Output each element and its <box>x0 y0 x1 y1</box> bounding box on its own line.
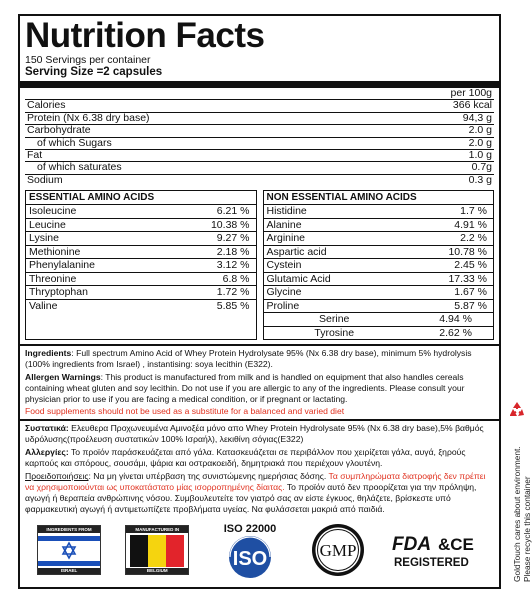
nutrient-row <box>25 137 494 149</box>
nutrient-row <box>25 112 494 124</box>
fda-text: FDA <box>392 534 432 556</box>
greek-ingredients-body: Ελευθερα Προχωνευμένα Αμινοξέα μόνο απο Whey Protein Hydrolysate 95% (Nx 6.38 dry base),5% βαθμός υδρόλυσης(πρoέλευση συστατικών 100% Ισραήλ), λεκιθίνη σόγιας(E322) <box>25 423 484 445</box>
certification-logos <box>25 521 494 579</box>
supplement-warning: Food supplements should not be used as a substitute for a balanced and varied diet <box>25 406 345 417</box>
servings-per-container: 150 Servings per container <box>25 54 151 66</box>
non-essential-amino-header: NON ESSENTIAL AMINO ACIDS <box>264 191 494 205</box>
amino-name: Aspartic acid <box>266 245 327 258</box>
amino-percent: 10.78 % <box>448 245 487 258</box>
amino-row <box>264 273 494 287</box>
amino-percent: 4.91 % <box>454 218 487 231</box>
amino-name: Histidine <box>266 205 307 218</box>
essential-amino-table <box>25 190 257 340</box>
nutrient-row <box>25 100 494 112</box>
greek-allergy <box>25 447 494 469</box>
greek-allergy-label: Αλλεργίες: <box>25 447 69 458</box>
ingredients-label: Ingredients <box>25 348 72 359</box>
amino-name: Arginine <box>266 232 306 245</box>
nutrient-name: Carbohydrate <box>25 125 370 137</box>
amino-percent: 5.85 % <box>216 299 250 312</box>
amino-name: Threonine <box>29 272 77 285</box>
greek-warnings <box>25 471 494 515</box>
amino-percent: 5.87 % <box>454 299 487 312</box>
nutrient-table <box>25 88 494 186</box>
nutrient-value: 366 kcal <box>370 100 494 112</box>
amino-row <box>26 300 256 313</box>
essential-amino-header: ESSENTIAL AMINO ACIDS <box>26 191 256 205</box>
amino-name: Valine <box>29 299 58 312</box>
amino-percent: 2.18 % <box>216 245 250 258</box>
nutrient-name: of which saturates <box>25 162 370 174</box>
belgium-logo-bottom-text: BELGIUM <box>126 568 188 574</box>
gmp-text: GMP <box>319 541 357 561</box>
nutrient-row <box>25 174 494 186</box>
amino-percent: 2.45 % <box>454 259 487 272</box>
nutrient-name: of which Sugars <box>25 137 370 149</box>
iso-22000-logo <box>214 521 286 579</box>
israel-flag-icon <box>38 533 100 569</box>
per-100g-label: per 100g <box>450 87 492 99</box>
amino-percent: 9.27 % <box>216 232 250 245</box>
allergen-text <box>25 372 494 405</box>
nutrient-name: Fat <box>25 150 370 162</box>
amino-name: Leucine <box>29 218 66 231</box>
recycle-text-line-1: GoldTouch cares about environment. <box>512 446 522 582</box>
gmp-logo <box>310 522 366 578</box>
amino-percent: 4.94 % <box>439 313 472 326</box>
amino-name: Serine <box>319 313 350 326</box>
recycle-text <box>513 446 532 582</box>
amino-name: Cystein <box>266 259 302 272</box>
amino-row <box>264 246 494 260</box>
nutrient-value: 94,3 g <box>370 112 494 124</box>
ingredients-body: : Full spectrum Amino Acid of Whey Protein Hydrolysate 95% (Nx 6.38 dry base), minimum 5% hydrolysis (100% ingredients from Israel) , instantising: soya lecithin (E322). <box>25 348 472 370</box>
amino-row <box>264 313 494 327</box>
iso-top-text: ISO 22000 <box>223 523 276 536</box>
recycle-icon <box>507 400 527 420</box>
ingredients-text <box>25 348 494 370</box>
ce-text: &CE <box>438 535 474 555</box>
thick-divider <box>20 81 499 88</box>
nutrient-row <box>25 162 494 174</box>
nutrition-label <box>18 14 501 589</box>
amino-percent: 1.7 % <box>460 205 487 218</box>
nutrient-row <box>25 125 494 137</box>
amino-percent: 17.33 % <box>448 272 487 285</box>
non-essential-amino-table <box>263 190 495 340</box>
belgium-logo-top-text: MANUFACTURED IN <box>126 526 188 533</box>
amino-row <box>264 259 494 273</box>
israel-logo-bottom-text: ISRAEL <box>38 568 100 574</box>
amino-name: Glycine <box>266 286 302 299</box>
nutrient-value: 2.0 g <box>370 125 494 137</box>
amino-row <box>26 205 256 219</box>
amino-row <box>264 232 494 246</box>
serving-size: Serving Size =2 capsules <box>25 66 163 78</box>
belgium-flag-icon <box>126 533 188 569</box>
amino-percent: 3.12 % <box>216 259 250 272</box>
nutrition-facts-title: Nutrition Facts <box>25 16 265 55</box>
iso-text: ISO <box>232 548 267 571</box>
israel-logo-top-text: INGREDIENTS FROM <box>38 526 100 533</box>
nutrient-value: 1.0 g <box>370 150 494 162</box>
amino-row <box>264 300 494 314</box>
amino-percent: 10.38 % <box>210 218 250 231</box>
amino-name: Isoleucine <box>29 205 77 218</box>
israel-flag-logo <box>37 525 101 575</box>
amino-row <box>26 273 256 287</box>
amino-row <box>264 219 494 233</box>
amino-row <box>26 232 256 246</box>
registered-text: REGISTERED <box>394 557 469 570</box>
greek-ingredients <box>25 423 494 445</box>
divider <box>20 419 499 421</box>
amino-name: Tyrosine <box>314 326 355 339</box>
nutrient-value: 0.3 g <box>370 174 494 186</box>
greek-allergy-body: Το προϊόν παράσκευάζεται από γάλα. Κατασκευάζεται σε περιβάλλον που χειρίζεται γάλα, αυγά, ξηρούς καρπούς και σπόρους, σουσάμι, ψάρια και οστρακοειδή, δημητριακά που περιέχουν γλουτένη. <box>25 447 466 469</box>
amino-name: Glutamic Acid <box>266 272 331 285</box>
amino-row <box>264 205 494 219</box>
amino-percent: 6.8 % <box>222 272 250 285</box>
nutrient-name: Sodium <box>25 174 370 186</box>
divider <box>20 344 499 346</box>
greek-warnings-label: Προειδοποιήσεις <box>25 471 89 482</box>
amino-percent: 2.2 % <box>460 232 487 245</box>
allergen-label: Allergen Warnings <box>25 372 101 383</box>
amino-percent: 2.62 % <box>439 326 472 339</box>
greek-ingredients-label: Συστατικά: <box>25 423 69 434</box>
amino-name: Methionine <box>29 245 81 258</box>
amino-percent: 6.21 % <box>216 205 250 218</box>
recycle-note <box>507 400 532 590</box>
amino-percent: 1.67 % <box>454 286 487 299</box>
recycle-text-line-2: Please recycle this container <box>521 476 532 582</box>
amino-row <box>264 286 494 300</box>
amino-name: Phenylalanine <box>29 259 95 272</box>
allergen-body: : This product is manufactured from milk and is handled on equipment that also handles cereals containing wheat gluten and soy lecithin. Do not use if you are allergic to any of the ingredients. Please consult your physician prior to use if you are facing a medical condition, or if pregnant or lactating. <box>25 372 465 405</box>
nutrient-name: Calories <box>25 100 370 112</box>
belgium-flag-logo <box>125 525 189 575</box>
nutrient-value: 2.0 g <box>370 137 494 149</box>
nutrient-row <box>25 150 494 162</box>
greek-warnings-body-2: Το προϊόν αυτό δεν προορίζεται για την πρόληψη, αγωγή ή θεραπεία ανθρώπινης νόσου. Συμβουλευτείτε τον γιατρό σας αν είστε έγκυος, θηλάζετε, βρίσκεστε υπό φαρμακευτική αγωγή ή αντιμετωπίζετε προβλήματα υγείας. Να φυλάσσεται μακριά από παιδιά. <box>25 482 477 515</box>
nutrient-name: Protein (Nx 6.38 dry base) <box>25 112 370 124</box>
fda-ce-registered-logo <box>390 530 482 570</box>
amino-percent: 1.72 % <box>216 286 250 299</box>
amino-acid-tables <box>25 190 494 340</box>
amino-name: Alanine <box>266 218 302 231</box>
amino-name: Thryptophan <box>29 286 88 299</box>
greek-warnings-red: Τα συμπληρώματα διατροφής δεν πρέπει να χρησιμοποιούνται ως υποκατάστατο μίας ισορροπημένης δίαιτας. <box>25 471 486 493</box>
amino-name: Lysine <box>29 232 59 245</box>
amino-row <box>26 259 256 273</box>
nutrient-value: 0.7g <box>370 162 494 174</box>
greek-warnings-body-1: : Να μη γίνεται υπέρβαση της συνιστώμενης ημερήσιας δόσης. <box>88 471 329 482</box>
amino-row <box>26 246 256 260</box>
amino-row <box>264 327 494 340</box>
amino-name: Proline <box>266 299 300 312</box>
amino-row <box>26 219 256 233</box>
amino-row <box>26 286 256 300</box>
